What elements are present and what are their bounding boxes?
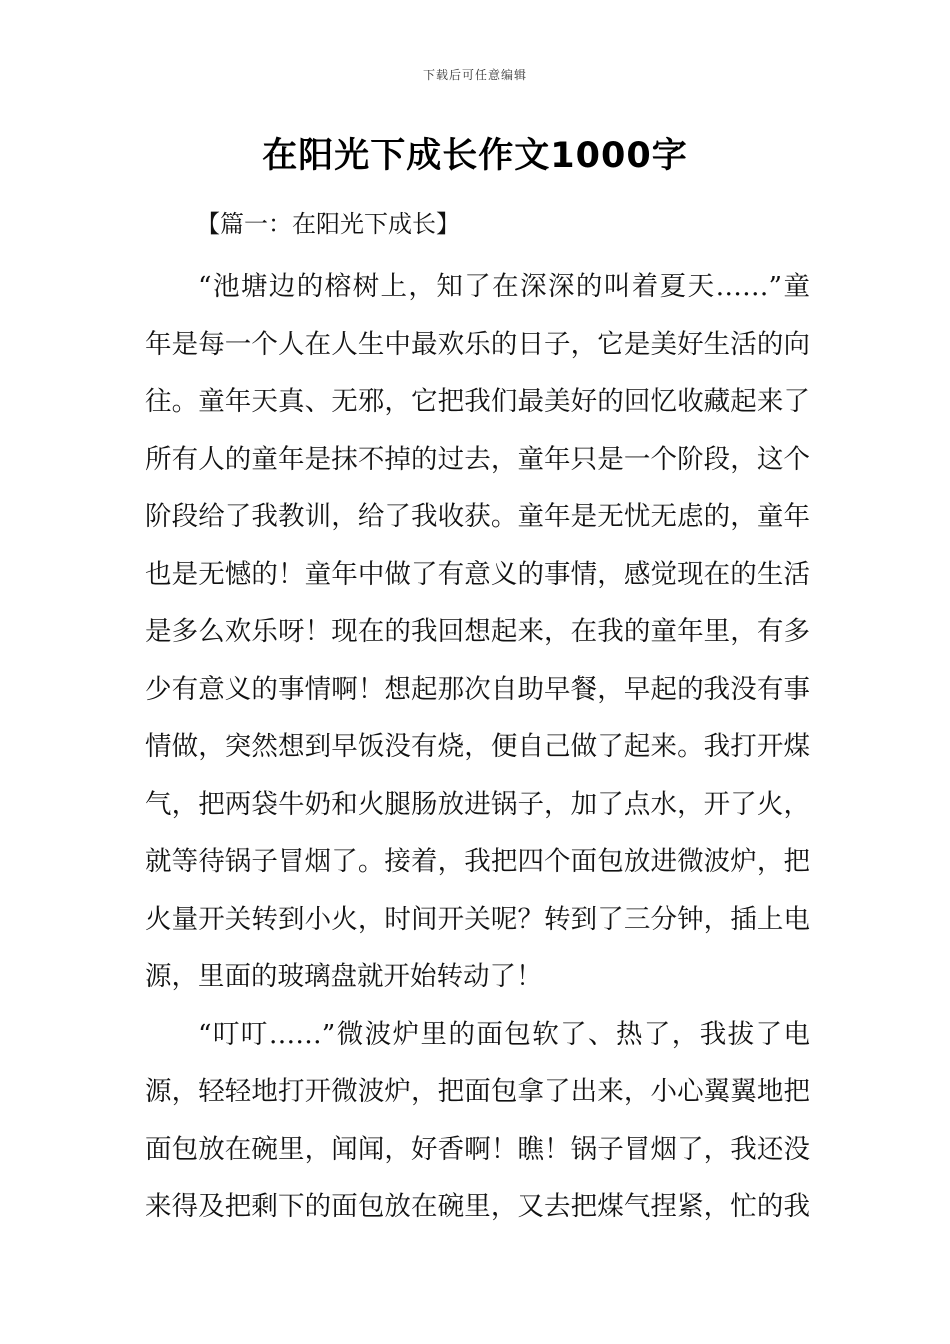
text-line: 年是每一个人在人生中最欢乐的日子，它是美好生活的向 — [145, 328, 810, 360]
text-line: 所有人的童年是抹不掉的过去，童年只是一个阶段，这个 — [145, 443, 810, 475]
text-line: “池塘边的榕树上，知了在深深的叫着夏天……”童 — [198, 271, 810, 302]
text-line: 是多么欢乐呀！现在的我回想起来，在我的童年里，有多 — [145, 616, 810, 647]
section-label: 【篇一：在阳光下成长】 — [196, 210, 460, 238]
text-line: 源，轻轻地打开微波炉，把面包拿了出来，小心翼翼地把 — [145, 1076, 810, 1107]
text-line: 少有意义的事情啊！想起那次自助早餐，早起的我没有事 — [145, 673, 810, 705]
text-line: 就等待锅子冒烟了。接着，我把四个面包放进微波炉，把 — [145, 846, 810, 877]
text-line: 阶段给了我教训，给了我收获。童年是无忧无虑的，童年 — [145, 501, 810, 532]
text-line: 情做，突然想到早饭没有烧，便自己做了起来。我打开煤 — [145, 731, 810, 762]
text-line: 来得及把剩下的面包放在碗里，又去把煤气捏紧，忙的我 — [145, 1191, 810, 1222]
text-line: 源，里面的玻璃盘就开始转动了！ — [145, 961, 543, 992]
header-note: 下载后可任意编辑 — [422, 68, 527, 82]
text-line: “叮叮……”微波炉里的面包软了、热了，我拔了电 — [198, 1018, 810, 1050]
text-line: 也是无憾的！童年中做了有意义的事情，感觉现在的生活 — [145, 558, 810, 590]
text-line: 面包放在碗里，闻闻，好香啊！瞧！锅子冒烟了，我还没 — [145, 1133, 810, 1165]
paragraph — [145, 258, 810, 1006]
text-line: 气，把两袋牛奶和火腿肠放进锅子，加了点水，开了火， — [145, 788, 810, 820]
body-text — [145, 258, 810, 1236]
text-line: 往。童年天真、无邪，它把我们最美好的回忆收藏起来了 — [145, 386, 810, 417]
text-line: 火量开关转到小火，时间开关呢？转到了三分钟，插上电 — [145, 903, 810, 935]
paragraph — [145, 1006, 810, 1236]
document-title: 在阳光下成长作文1000字 — [262, 136, 688, 176]
